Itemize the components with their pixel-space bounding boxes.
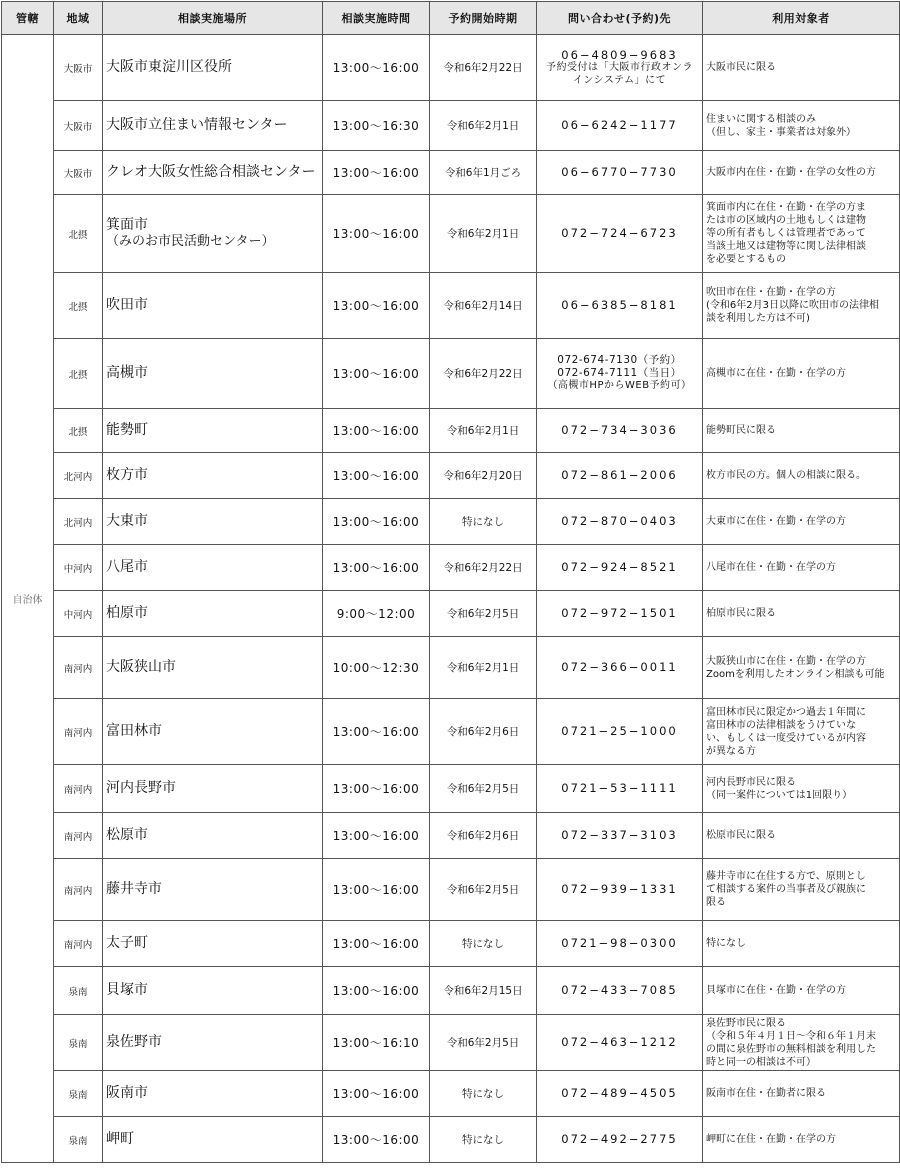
cell-line: （同一案件については1回限り） — [706, 789, 853, 801]
contact-cell — [537, 765, 703, 813]
table-body — [2, 35, 900, 1163]
header-time: 相談実施時間 — [323, 2, 430, 35]
cell-line: 072−463−1212 — [561, 1035, 678, 1050]
contact-cell — [537, 813, 703, 859]
place-cell — [103, 545, 323, 591]
start-cell: 令和6年2月1日 — [430, 101, 537, 151]
region-cell: 北摂 — [54, 273, 103, 339]
target-cell — [703, 591, 900, 637]
target-cell — [703, 101, 900, 151]
contact-cell — [537, 637, 703, 699]
start-cell: 令和6年2月22日 — [430, 545, 537, 591]
cell-line: 吹田市 — [106, 297, 148, 314]
time-cell: 13:00〜16:00 — [323, 499, 430, 545]
cell-line: 高槻市 — [106, 365, 148, 382]
cell-line: （高槻市HPからWEB予約可） — [547, 380, 692, 392]
cell-line: 箕面市 — [106, 217, 148, 234]
place-cell — [103, 101, 323, 151]
cell-line: 松原市 — [106, 827, 148, 844]
table-row — [2, 195, 900, 273]
place-cell — [103, 637, 323, 699]
cell-line: 能勢町民に限る — [706, 425, 776, 436]
place-cell — [103, 1117, 323, 1163]
cell-line: （但し、家主・事業者は対象外） — [706, 126, 856, 138]
header-place: 相談実施場所 — [103, 2, 323, 35]
cell-line: （令和５年４月１日〜令和６年１月末 — [706, 1030, 876, 1042]
cell-line: 当該土地又は建物等に関し法律相談 — [706, 241, 866, 252]
cell-line: 貝塚市に在住・在勤・在学の方 — [706, 985, 846, 996]
cell-line: クレオ大阪女性総合相談センター — [106, 164, 316, 181]
header-contact: 問い合わせ(予約)先 — [537, 2, 703, 35]
cell-line: 八尾市 — [106, 559, 148, 576]
start-cell: 令和6年2月14日 — [430, 273, 537, 339]
table-row — [2, 1117, 900, 1163]
target-cell — [703, 151, 900, 195]
target-cell — [703, 409, 900, 453]
cell-line: 072−870−0403 — [561, 514, 678, 529]
start-cell: 令和6年2月22日 — [430, 35, 537, 101]
region-cell: 中河内 — [54, 591, 103, 637]
place-cell — [103, 195, 323, 273]
cell-line: Zoomを利用したオンライン相談も可能 — [706, 668, 885, 680]
contact-cell — [537, 195, 703, 273]
cell-line: 柏原市民に限る — [706, 608, 776, 619]
cell-line: 072−939−1331 — [561, 882, 678, 897]
cell-line: （みのお市民活動センター） — [106, 234, 275, 250]
cell-line: 072−724−6723 — [561, 226, 678, 241]
cell-line: 藤井寺市 — [106, 881, 162, 898]
cell-line: 河内長野市民に限る — [706, 776, 796, 788]
start-cell: 令和6年1月ごろ — [430, 151, 537, 195]
cell-line: 072−861−2006 — [561, 468, 678, 483]
region-cell: 南河内 — [54, 859, 103, 921]
contact-cell — [537, 1117, 703, 1163]
cell-line: インシステム」にて — [572, 74, 667, 86]
place-cell — [103, 453, 323, 499]
contact-cell — [537, 339, 703, 409]
cell-line: 06−6770−7730 — [561, 165, 678, 180]
contact-cell — [537, 967, 703, 1015]
cell-line: 岬町 — [106, 1131, 134, 1148]
header-region: 地域 — [54, 2, 103, 35]
jurisdiction-cell: 自治体 — [2, 35, 54, 1163]
place-cell — [103, 765, 323, 813]
consultation-table — [1, 1, 900, 1163]
start-cell: 令和6年2月20日 — [430, 453, 537, 499]
table-row — [2, 101, 900, 151]
place-cell — [103, 967, 323, 1015]
place-cell — [103, 699, 323, 765]
cell-line: 0721−25−1000 — [561, 724, 678, 739]
cell-line: 枚方市 — [106, 467, 148, 484]
cell-line: 予約受付は「大阪市行政オンラ — [546, 62, 693, 74]
cell-line: (令和6年2月3日以降に吹田市の法律相 — [706, 300, 879, 311]
table-row — [2, 453, 900, 499]
time-cell: 13:00〜16:00 — [323, 409, 430, 453]
cell-line: 高槻市に在住・在勤・在学の方 — [706, 368, 846, 379]
contact-cell — [537, 1071, 703, 1117]
target-cell — [703, 273, 900, 339]
contact-cell — [537, 35, 703, 101]
target-cell — [703, 453, 900, 499]
cell-line: 泉佐野市民に限る — [706, 1017, 786, 1029]
contact-cell — [537, 499, 703, 545]
region-cell: 大阪市 — [54, 101, 103, 151]
contact-cell — [537, 273, 703, 339]
cell-line: 0721−98−0300 — [561, 936, 678, 951]
cell-line: 大東市 — [106, 513, 148, 530]
target-cell — [703, 637, 900, 699]
cell-line: 072-674-7130（予約） — [557, 354, 682, 367]
start-cell: 令和6年2月6日 — [430, 813, 537, 859]
cell-line: 072−337−3103 — [561, 828, 678, 843]
time-cell: 13:00〜16:00 — [323, 273, 430, 339]
target-cell — [703, 765, 900, 813]
contact-cell — [537, 859, 703, 921]
contact-cell — [537, 1015, 703, 1071]
start-cell: 令和6年2月5日 — [430, 765, 537, 813]
target-cell — [703, 813, 900, 859]
start-cell: 令和6年2月5日 — [430, 859, 537, 921]
time-cell: 13:00〜16:00 — [323, 1071, 430, 1117]
contact-cell — [537, 699, 703, 765]
cell-line: の間に泉佐野市の無料相談を利用した — [706, 1043, 876, 1055]
region-cell: 北摂 — [54, 339, 103, 409]
time-cell: 13:00〜16:00 — [323, 813, 430, 859]
cell-line: 072−366−0011 — [561, 660, 678, 675]
cell-line: 岬町に在住・在勤・在学の方 — [706, 1134, 836, 1145]
time-cell: 13:00〜16:00 — [323, 859, 430, 921]
region-cell: 南河内 — [54, 921, 103, 967]
time-cell: 13:00〜16:00 — [323, 35, 430, 101]
start-cell: 令和6年2月1日 — [430, 409, 537, 453]
cell-line: 06−6385−8181 — [561, 298, 678, 313]
target-cell — [703, 1015, 900, 1071]
place-cell — [103, 813, 323, 859]
target-cell — [703, 35, 900, 101]
place-cell — [103, 151, 323, 195]
cell-line: 大阪狭山市に在住・在勤・在学の方 — [706, 655, 866, 667]
time-cell: 13:00〜16:00 — [323, 339, 430, 409]
cell-line: 富田林市の法律相談をうけていな — [706, 719, 856, 731]
cell-line: 072−924−8521 — [561, 560, 678, 575]
target-cell — [703, 499, 900, 545]
time-cell: 13:00〜16:00 — [323, 967, 430, 1015]
region-cell: 大阪市 — [54, 151, 103, 195]
start-cell: 令和6年2月6日 — [430, 699, 537, 765]
cell-line: 072−734−3036 — [561, 423, 678, 438]
table-row — [2, 545, 900, 591]
time-cell: 13:00〜16:00 — [323, 699, 430, 765]
cell-line: が異なる方 — [706, 745, 756, 757]
cell-line: 大阪狭山市 — [106, 659, 176, 676]
start-cell: 令和6年2月1日 — [430, 195, 537, 273]
start-cell: 令和6年2月22日 — [430, 339, 537, 409]
table-row — [2, 499, 900, 545]
contact-cell — [537, 151, 703, 195]
time-cell: 13:00〜16:00 — [323, 195, 430, 273]
start-cell: 特になし — [430, 921, 537, 967]
cell-line: 能勢町 — [106, 422, 148, 439]
target-cell — [703, 545, 900, 591]
region-cell: 泉南 — [54, 1015, 103, 1071]
start-cell: 令和6年2月5日 — [430, 591, 537, 637]
cell-line: 06−6242−1177 — [561, 118, 678, 133]
cell-line: 枚方市民の方。個人の相談に限る。 — [706, 470, 866, 481]
place-cell — [103, 35, 323, 101]
cell-line: 吹田市在住・在勤・在学の方 — [706, 287, 836, 298]
table-row — [2, 813, 900, 859]
contact-cell — [537, 545, 703, 591]
time-cell: 13:00〜16:00 — [323, 453, 430, 499]
cell-line: 072−972−1501 — [561, 606, 678, 621]
place-cell — [103, 859, 323, 921]
table-row — [2, 637, 900, 699]
region-cell: 南河内 — [54, 699, 103, 765]
cell-line: 箕面市内に在住・在勤・在学の方ま — [706, 202, 866, 213]
start-cell: 令和6年2月15日 — [430, 967, 537, 1015]
table-row — [2, 35, 900, 101]
cell-line: て相談する案件の当事者及び親族に — [706, 884, 866, 895]
cell-line: 特になし — [706, 938, 746, 949]
cell-line: 072−492−2775 — [561, 1132, 678, 1147]
place-cell — [103, 1015, 323, 1071]
cell-line: 貝塚市 — [106, 982, 148, 999]
cell-line: 柏原市 — [106, 605, 148, 622]
cell-line: 大阪市立住まい情報センター — [106, 117, 288, 134]
table-row — [2, 921, 900, 967]
time-cell: 13:00〜16:00 — [323, 151, 430, 195]
target-cell — [703, 967, 900, 1015]
time-cell: 13:00〜16:10 — [323, 1015, 430, 1071]
place-cell — [103, 1071, 323, 1117]
place-cell — [103, 591, 323, 637]
place-cell — [103, 273, 323, 339]
cell-line: 大阪市東淀川区役所 — [106, 59, 232, 76]
start-cell: 令和6年2月1日 — [430, 637, 537, 699]
cell-line: 大東市に在住・在勤・在学の方 — [706, 516, 846, 527]
cell-line: 談を利用した方は不可) — [706, 313, 810, 324]
cell-line: 松原市民に限る — [706, 830, 776, 841]
header-target: 利用対象者 — [703, 2, 900, 35]
cell-line: 大阪市民に限る — [706, 62, 776, 73]
table-row — [2, 591, 900, 637]
time-cell: 13:00〜16:00 — [323, 1117, 430, 1163]
region-cell: 泉南 — [54, 1071, 103, 1117]
region-cell: 大阪市 — [54, 35, 103, 101]
place-cell — [103, 499, 323, 545]
cell-line: 限る — [706, 897, 726, 908]
cell-line: 富田林市民に限定かつ過去１年間に — [706, 706, 866, 718]
place-cell — [103, 339, 323, 409]
region-cell: 泉南 — [54, 967, 103, 1015]
target-cell — [703, 859, 900, 921]
cell-line: 072−489−4505 — [561, 1086, 678, 1101]
cell-line: 太子町 — [106, 935, 148, 952]
cell-line: を必要とするもの — [706, 254, 786, 265]
place-cell — [103, 409, 323, 453]
start-cell: 特になし — [430, 1117, 537, 1163]
cell-line: 等の所有者もしくは管理者であって — [706, 228, 866, 239]
table-row — [2, 409, 900, 453]
contact-cell — [537, 101, 703, 151]
cell-line: 06−4809−9683 — [561, 47, 678, 62]
header-jurisdiction: 管轄 — [2, 2, 54, 35]
cell-line: 泉佐野市 — [106, 1034, 162, 1051]
table-row — [2, 339, 900, 409]
table-row — [2, 1015, 900, 1071]
table-row — [2, 859, 900, 921]
region-cell: 南河内 — [54, 813, 103, 859]
region-cell: 北河内 — [54, 499, 103, 545]
cell-line: 0721−53−1111 — [561, 781, 678, 796]
contact-cell — [537, 453, 703, 499]
table-row — [2, 967, 900, 1015]
cell-line: 住まいに関する相談のみ — [706, 113, 816, 125]
cell-line: 富田林市 — [106, 723, 162, 740]
region-cell: 中河内 — [54, 545, 103, 591]
region-cell: 南河内 — [54, 637, 103, 699]
region-cell: 北摂 — [54, 195, 103, 273]
time-cell: 13:00〜16:00 — [323, 545, 430, 591]
region-cell: 泉南 — [54, 1117, 103, 1163]
cell-line: 八尾市在住・在勤・在学の方 — [706, 562, 836, 573]
contact-cell — [537, 409, 703, 453]
region-cell: 南河内 — [54, 765, 103, 813]
header-row — [2, 2, 900, 35]
target-cell — [703, 339, 900, 409]
region-cell: 北摂 — [54, 409, 103, 453]
time-cell: 13:00〜16:00 — [323, 921, 430, 967]
time-cell: 13:00〜16:30 — [323, 101, 430, 151]
target-cell — [703, 1071, 900, 1117]
cell-line: たは市の区域内の土地もしくは建物 — [706, 215, 866, 226]
table-row — [2, 273, 900, 339]
cell-line: 072-674-7111（当日） — [557, 367, 682, 380]
cell-line: 時と同一の相談は不可） — [706, 1056, 816, 1068]
cell-line: 072−433−7085 — [561, 983, 678, 998]
header-start: 予約開始時期 — [430, 2, 537, 35]
target-cell — [703, 1117, 900, 1163]
target-cell — [703, 921, 900, 967]
start-cell: 特になし — [430, 1071, 537, 1117]
table-row — [2, 151, 900, 195]
table-row — [2, 699, 900, 765]
place-cell — [103, 921, 323, 967]
start-cell: 特になし — [430, 499, 537, 545]
cell-line: 阪南市 — [106, 1085, 148, 1102]
contact-cell — [537, 591, 703, 637]
cell-line: 阪南市在住・在勤者に限る — [706, 1088, 826, 1099]
cell-line: 河内長野市 — [106, 780, 176, 797]
start-cell: 令和6年2月5日 — [430, 1015, 537, 1071]
contact-cell — [537, 921, 703, 967]
cell-line: い、もしくは一度受けているが内容 — [706, 732, 866, 744]
time-cell: 9:00〜12:00 — [323, 591, 430, 637]
target-cell — [703, 195, 900, 273]
target-cell — [703, 699, 900, 765]
time-cell: 10:00〜12:30 — [323, 637, 430, 699]
cell-line: 大阪市内在住・在勤・在学の女性の方 — [706, 167, 876, 178]
region-cell: 北河内 — [54, 453, 103, 499]
cell-line: 藤井寺市に在住する方で、原則とし — [706, 871, 866, 882]
table-row — [2, 1071, 900, 1117]
table-row — [2, 765, 900, 813]
time-cell: 13:00〜16:00 — [323, 765, 430, 813]
